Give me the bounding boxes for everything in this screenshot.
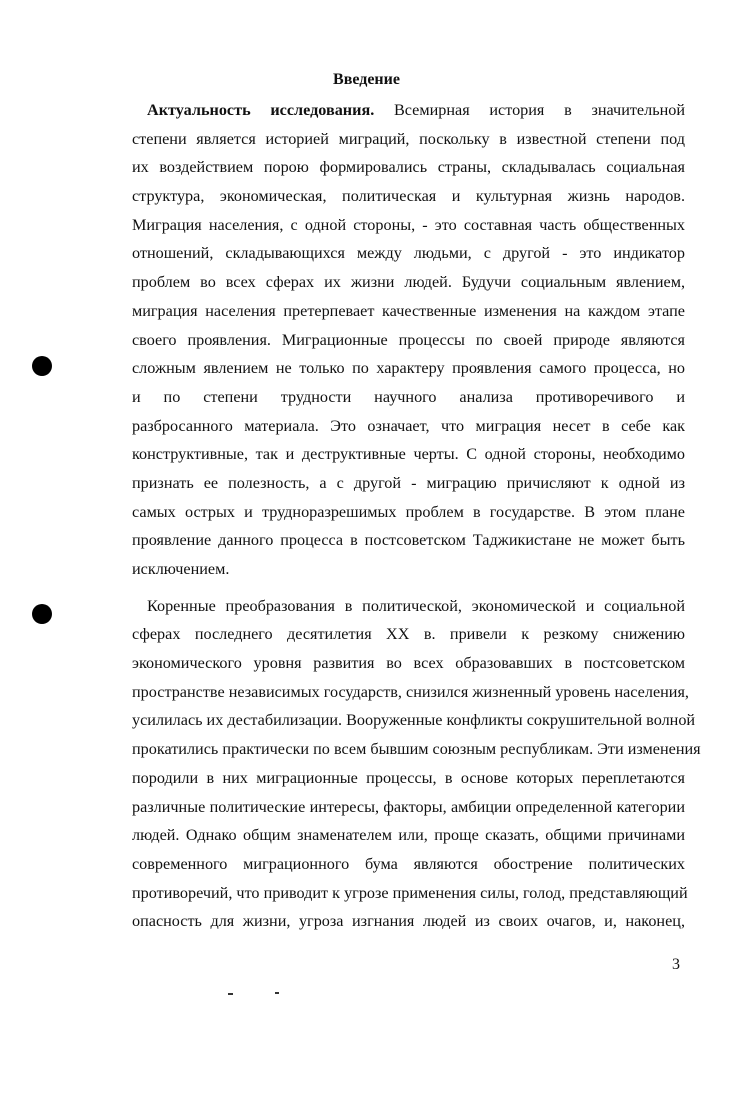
paragraph-2-line: экономического уровня развития во всех образовавших в постсоветском xyxy=(132,654,685,673)
paragraph-1-line: признать ее полезность, а с другой - миграцию причисляют к одной из xyxy=(132,473,685,492)
paragraph-2-line: людей. Однако общим знаменателем или, проще сказать, общими причинами xyxy=(132,826,685,845)
paragraph-1-line: конструктивные, так и деструктивные черты. С одной стороны, необходимо xyxy=(132,445,685,464)
paragraph-1-line: Миграция населения, с одной стороны, - это составная часть общественных xyxy=(132,215,685,234)
paragraph-1-line: разбросанного материала. Это означает, что миграция несет в себе как xyxy=(132,416,685,435)
paragraph-1-line: и по степени трудности научного анализа противоречивого и xyxy=(132,387,685,406)
page-number: 3 xyxy=(672,956,680,973)
paragraph-1-line: своего проявления. Миграционные процессы по своей природе являются xyxy=(132,330,685,349)
section-heading: Введение xyxy=(333,71,400,88)
paragraph-2-line: опасность для жизни, угроза изгнания людей из своих очагов, и, наконец, xyxy=(132,912,685,931)
paragraph-1-line: проявление данного процесса в постсоветском Таджикистане не может быть xyxy=(132,531,685,550)
paragraph-1-line: степени является историей миграций, поскольку в известной степени под xyxy=(132,129,685,148)
paragraph-2-line: различные политические интересы, факторы, амбиции определенной категории xyxy=(132,797,685,816)
scan-speck xyxy=(275,992,279,994)
paragraph-1-line-1 xyxy=(132,96,685,125)
paragraph-2-line: прокатились практически по всем бывшим союзным республикам. Эти изменения xyxy=(132,740,701,759)
paragraph-1-line: самых острых и трудноразрешимых проблем в государстве. В этом плане xyxy=(132,502,685,521)
paragraph-2-line: усилилась их дестабилизации. Вооруженные конфликты сокрушительной волной xyxy=(132,711,696,730)
paragraph-1-line: сложным явлением не только по характеру проявления самого процесса, но xyxy=(132,359,685,378)
binder-hole-mark xyxy=(32,604,52,624)
paragraph-1-line-1-rest: Всемирная история в значительной xyxy=(394,101,685,119)
paragraph-1-line: отношений, складывающихся между людьми, с другой - это индикатор xyxy=(132,244,685,263)
paragraph-2-line: современного миграционного бума являются обострение политических xyxy=(132,854,685,873)
paragraph-2-line: сферах последнего десятилетия XX в. привели к резкому снижению xyxy=(132,625,685,644)
paragraph-gap xyxy=(132,584,685,592)
paragraph-1-line: структура, экономическая, политическая и культурная жизнь народов. xyxy=(132,187,685,206)
body-text xyxy=(132,96,701,936)
paragraph-2-line: пространстве независимых государств, снизился жизненный уровень населения, xyxy=(132,682,689,701)
paragraph-2-line: противоречий, что приводит к угрозе применения силы, голод, представляющий xyxy=(132,883,688,902)
paragraph-2-line: Коренные преобразования в политической, экономической и социальной xyxy=(147,596,685,615)
paragraph-2-line: породили в них миграционные процессы, в основе которых переплетаются xyxy=(132,768,685,787)
binder-hole-mark xyxy=(32,356,52,376)
paragraph-1-line: их воздействием порою формировались страны, складывалась социальная xyxy=(132,158,685,177)
scan-speck xyxy=(228,993,233,995)
paragraph-1-line: проблем во всех сферах их жизни людей. Будучи социальным явлением, xyxy=(132,273,685,292)
paragraph-1-line: исключением. xyxy=(132,560,230,578)
lead-phrase: Актуальность исследования. xyxy=(147,101,375,119)
paragraph-1-line: миграция населения претерпевает качественные изменения на каждом этапе xyxy=(132,301,685,320)
